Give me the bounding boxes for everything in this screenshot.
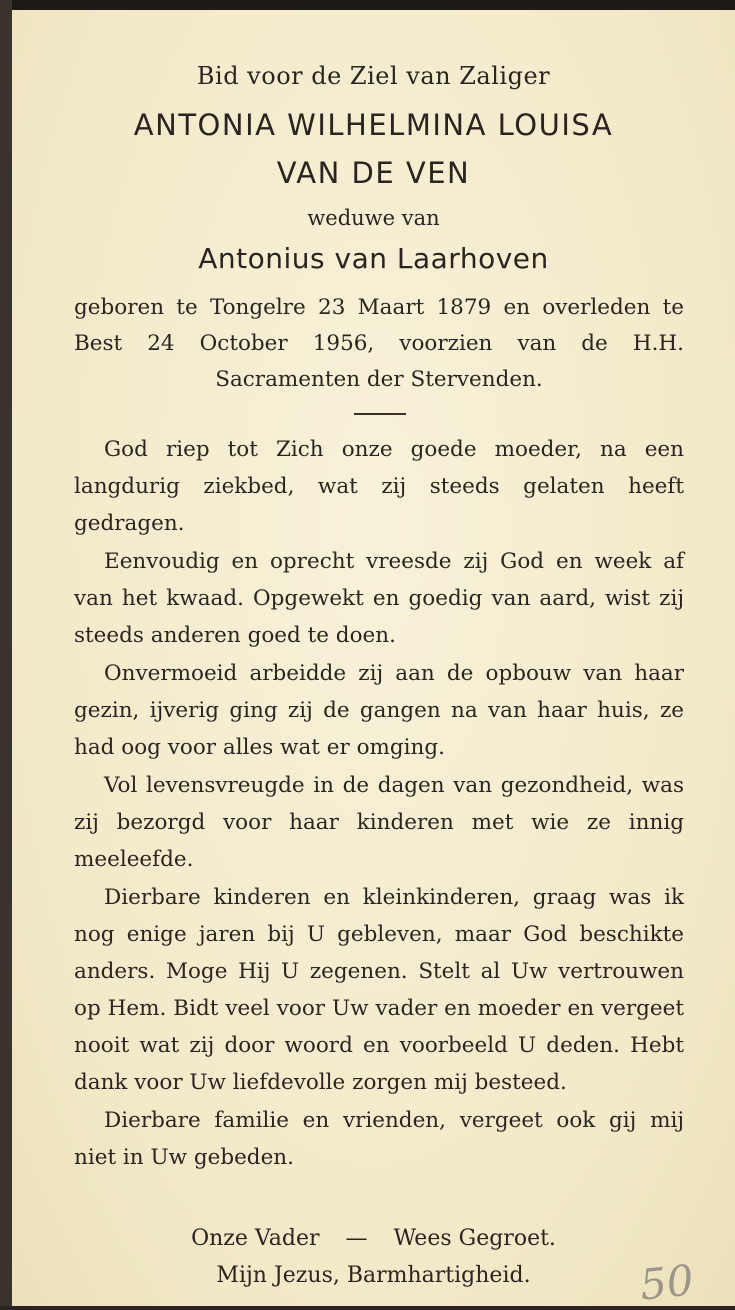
paragraph: God riep tot Zich onze goede moeder, na een langdurig ziekbed, wat zij steeds gelaten heeft gedragen. (74, 437, 684, 536)
paragraph: Vol levensvreugde in de dagen van gezondheid, was zij bezorgd voor haar kinderen met wie ze innig meeleefde. (74, 773, 684, 872)
relation-text: weduwe van (307, 206, 440, 230)
prayer-wees-gegroet: Wees Gegroet. (393, 1226, 556, 1251)
scan-top-border (0, 0, 735, 10)
paragraph: Dierbare familie en vrienden, vergeet ook gij mij niet in Uw gebeden. (74, 1108, 684, 1170)
prayer-line-2: Mijn Jezus, Barmhartigheid. (216, 1263, 531, 1288)
deceased-name-line1: ANTONIA WILHELMINA LOUISA (133, 108, 614, 142)
birth-death-text: geboren te Tongelre 23 Maart 1879 en overleden te Best 24 October 1956, voorzien van de H.H. Sacramenten der Stervenden. (74, 295, 684, 392)
deceased-name-line2: VAN DE VEN (276, 156, 471, 190)
handwritten-number: 50 (637, 1255, 696, 1310)
memorial-card (12, 10, 735, 1310)
invocation-text: Bid voor de Ziel van Zaliger (196, 62, 551, 90)
spouse-name: Antonius van Laarhoven (198, 242, 549, 275)
prayer-onze-vader: Onze Vader (191, 1226, 320, 1251)
paragraph: Eenvoudig en oprecht vreesde zij God en week af van het kwaad. Opgewekt en goedig van aard, wist zij steeds anderen goed te doen. (74, 549, 684, 648)
scan-left-border (0, 0, 12, 1306)
prayers (12, 1220, 735, 1294)
separator-rule (354, 413, 406, 415)
paragraph: Dierbare kinderen en kleinkinderen, graag was ik nog enige jaren bij U gebleven, maar God beschikte anders. Moge Hij U zegenen. Stelt al Uw vertrouwen op Hem. Bidt veel voor Uw vader en moeder en vergeet nooit wat zij door woord en voorbeeld U deden. Hebt dank voor Uw liefdevolle zorgen mij besteed. (74, 885, 684, 1095)
memorial-body (74, 431, 684, 1177)
prayer-separator: — (345, 1226, 368, 1251)
prayer-line-1 (12, 1220, 735, 1257)
paragraph: Onvermoeid arbeidde zij aan de opbouw van haar gezin, ijverig ging zij de gangen na van haar huis, ze had oog voor alles wat er omging. (74, 661, 684, 760)
